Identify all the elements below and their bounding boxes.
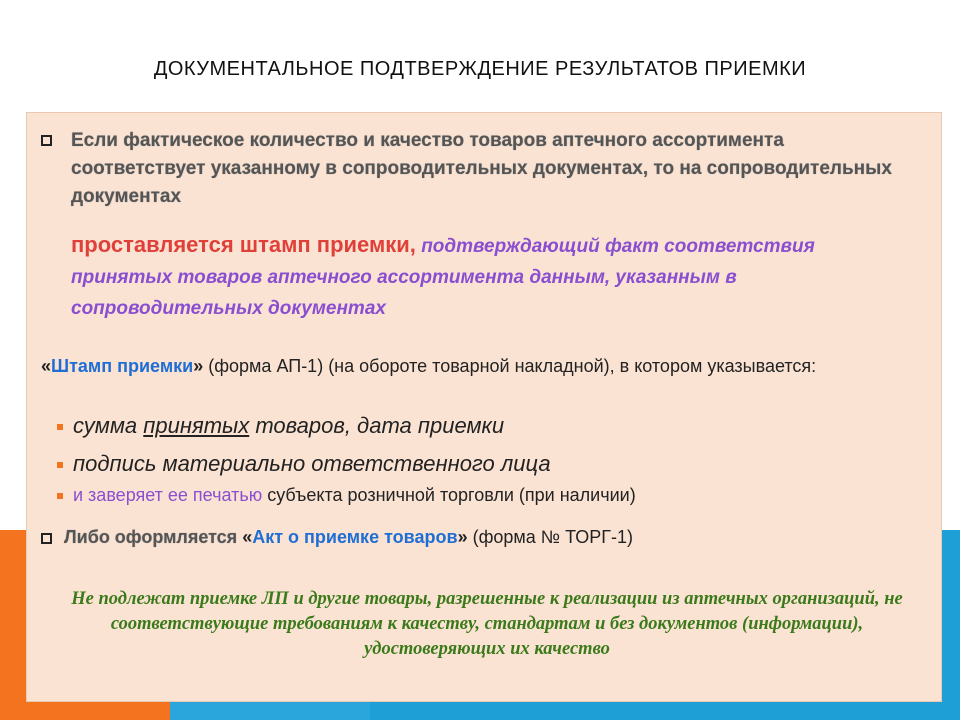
act-lead: Либо оформляется [64, 527, 243, 547]
list-item [57, 413, 504, 439]
open-quote: « [41, 356, 52, 376]
item-text: подпись материально ответственного лица [73, 451, 551, 476]
act-paragraph [41, 527, 633, 548]
stamp-term: Штамп приемки [51, 356, 194, 376]
slide-title: ДОКУМЕНТАЛЬНОЕ ПОДТВЕРЖДЕНИЕ РЕЗУЛЬТАТОВ ПРИЕМКИ [153, 58, 807, 80]
stamp-paragraph [71, 229, 921, 324]
restriction-note: Не подлежат приемке ЛП и другие товары, разрешенные к реализации из аптечных организаций, не соответствующие требованиям к качеству, стандартам и без документов (информации), удостоверяющих их качество [71, 589, 903, 659]
list-item [57, 485, 636, 506]
stamp-description: подтверждающий факт соответствия принятых товаров аптечного ассортимента данным, указанным в сопроводительных документах [71, 236, 815, 319]
close-quote: » [193, 356, 204, 376]
item-text: сумма [73, 413, 144, 438]
act-term: Акт о приемке товаров [252, 527, 458, 547]
item-text: товаров, дата приемки [249, 413, 505, 438]
orange-square-bullet-icon [57, 462, 63, 468]
condition-text: Если фактическое количество и качество товаров аптечного ассортимента соответствует указанному в сопроводительных документах, то на сопроводительных документах [71, 130, 892, 207]
item-underlined: принятых [143, 413, 250, 438]
checkbox-bullet-icon [41, 533, 52, 544]
stamp-form-paragraph [41, 353, 931, 379]
content-panel [26, 112, 942, 702]
orange-square-bullet-icon [57, 493, 63, 499]
orange-square-bullet-icon [57, 424, 63, 430]
item-purple: и заверяет ее печатью [73, 485, 263, 505]
stamp-highlight: проставляется штамп приемки, [71, 232, 416, 257]
act-form-text: (форма № ТОРГ-1) [467, 527, 634, 547]
orange-band-left [0, 530, 28, 720]
close-quote: » [457, 527, 468, 547]
list-item [57, 451, 551, 477]
stamp-form-text: (форма АП-1) (на обороте товарной накладной), в котором указывается: [203, 356, 817, 376]
checkbox-bullet-icon [41, 135, 52, 146]
open-quote: « [242, 527, 253, 547]
item-text: субъекта розничной торговли (при наличии) [262, 485, 636, 505]
